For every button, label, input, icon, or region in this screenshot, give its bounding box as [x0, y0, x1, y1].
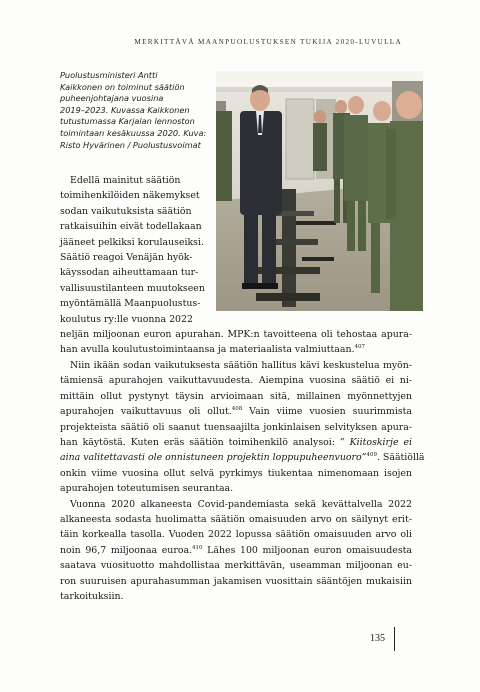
body-line: alkaneesta sodasta huolimatta säätiön omaisuuden arvo on säilynyt erit-: [60, 513, 412, 525]
body-line: myöntämällä Maanpuolustus-: [60, 298, 201, 310]
body-line: koulutus ry:lle vuonna 2022: [60, 313, 193, 325]
footnote-ref[interactable]: 410: [192, 544, 203, 551]
body-line: onkin viime vuosina ollut selvä pyrkimys tiukentaa nimenomaan isojen: [60, 467, 412, 479]
body-line: tarkoituksiin.: [60, 590, 124, 602]
footnote-ref[interactable]: 409: [366, 452, 377, 459]
body-line: [60, 404, 412, 419]
body-line: Niin ikään sodan vaikutuksesta säätiön hallitus kävi keskustelua myön-: [70, 359, 412, 371]
caption-line: Puolustusministeri Antti: [60, 70, 158, 80]
body-line: ratkaisuihin eivät todellakaan: [60, 221, 202, 233]
photo-caption: [60, 70, 210, 151]
body-text: apurahojen vaikuttavuus oli ollut.: [60, 406, 232, 418]
body-line: saatava vuosituotto mahdollistaa merkittävän, useamman miljoonan eu-: [60, 560, 412, 572]
body-line: mittäin ollut pystynyt täysin arvioimaan sitä, millainen myönnettyjen: [60, 390, 412, 402]
footnote-ref[interactable]: 407: [354, 344, 365, 351]
body-line: Edellä mainitut säätiön: [70, 175, 181, 186]
caption-line: 2019–2023. Kuvassa Kaikkonen: [60, 104, 190, 115]
body-line: Säätiö reagoi Venäjän hyök-: [60, 252, 193, 264]
caption-line: toimintaan kesäkuussa 2020. Kuva:: [60, 127, 207, 138]
quote-text: ” Kiitoskirje ei: [339, 436, 412, 448]
caption-line: Kaikkonen on toiminut säätiön: [60, 81, 185, 92]
body-line: vallisuustilanteen muutokseen: [60, 282, 205, 294]
body-line: ron suuruisen apurahasumman jakamisen vuosittain sääntöjen mukaisiin: [60, 575, 412, 587]
footnote-ref[interactable]: 408: [231, 406, 243, 413]
body-line: täin korkealla tasolla. Vuoden 2022 lopussa säätiön omaisuuden arvo oli: [60, 529, 412, 541]
body-line: [60, 435, 412, 450]
body-text: han avulla koulutustoimintaansa ja materiaalista valmiuttaan.: [60, 344, 355, 356]
body-line: [60, 450, 425, 465]
caption-line: tutustumassa Karjalan lennoston: [60, 116, 195, 127]
body-line: sodan vaikutuksista säätiön: [60, 205, 192, 217]
caption-line: puheenjohtajana vuosina: [60, 93, 164, 104]
body-text: han käytöstä. Kuten eräs säätiön toimihenkilö analysoi:: [60, 436, 340, 448]
body-text: Lähes 100 miljoonan euron omaisuudesta: [202, 544, 412, 556]
body-line: käyssodan aiheuttamaan tur-: [60, 267, 199, 279]
body-line: [60, 543, 412, 558]
page-number-divider: [394, 627, 395, 651]
page-number: 135: [370, 633, 385, 644]
caption-line: Risto Hyvärinen / Puolustusvoimat: [60, 139, 201, 150]
quote-text: aina valitettavasti ole onnistuneen projektin loppupuheenvuoro”: [60, 452, 367, 464]
body-line: jääneet pelkiksi korulauseiksi.: [60, 236, 204, 248]
body-line: Vuonna 2020 alkaneesta Covid-pandemiasta sekä kevättalvella 2022: [70, 498, 412, 510]
body-line: [60, 342, 412, 357]
body-line: neljän miljoonan euron apurahan. MPK:n tavoitteena oli tehostaa apura-: [60, 329, 412, 341]
body-text: noin 96,7 miljoonaa euroa.: [60, 544, 193, 556]
body-text-column: [60, 173, 425, 604]
body-text: . Säätiöllä: [376, 452, 425, 464]
body-line: projekteista säätiö oli saanut tuensaajilta jonkinlaisen selvityksen apura-: [60, 421, 412, 433]
body-text: Vain viime vuosien suurimmista: [242, 406, 412, 418]
body-line: tämiensä apurahojen vaikuttavuudesta. Aiempina vuosina säätiö ei ni-: [60, 375, 412, 387]
running-head: MERKITTÄVÄ MAANPUOLUSTUKSEN TUKIJA 2020-LUVULLA: [134, 38, 402, 46]
body-line: apurahojen toteutumisen seurantaa.: [60, 483, 234, 495]
body-line: toimihenkilöiden näkemykset: [60, 190, 200, 202]
